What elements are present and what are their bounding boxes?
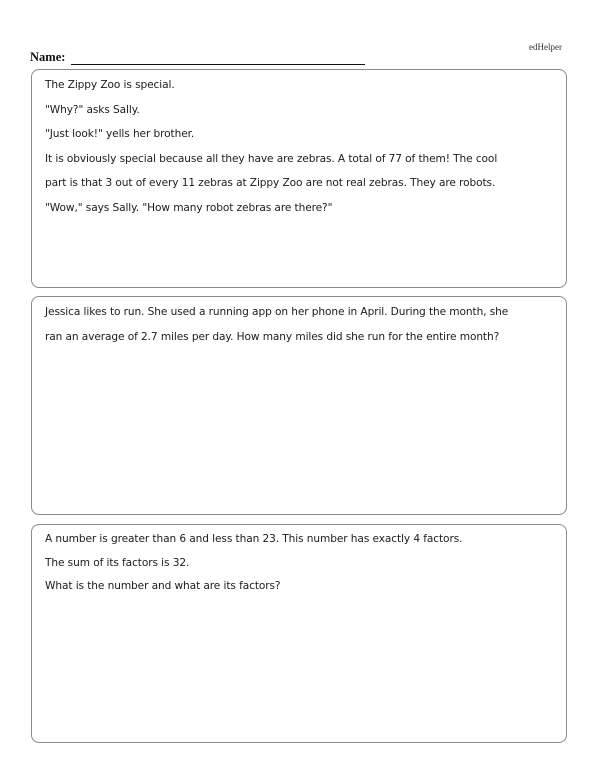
- problem-box-1: [31, 69, 567, 288]
- problem-1-line: "Why?" asks Sally.: [45, 103, 140, 116]
- problem-3-line: The sum of its factors is 32.: [45, 556, 190, 569]
- problem-1-line: "Wow," says Sally. "How many robot zebras are there?": [45, 201, 333, 214]
- name-row: [30, 50, 365, 65]
- problem-box-2: [31, 296, 567, 515]
- problem-1-line: "Just look!" yells her brother.: [45, 128, 195, 141]
- problem-box-3: [31, 524, 567, 743]
- problem-3-line: What is the number and what are its factors?: [45, 580, 281, 593]
- problem-1-line: It is obviously special because all they have are zebras. A total of 77 of them! The cool: [45, 152, 498, 165]
- brand-label: edHelper: [529, 42, 562, 52]
- problem-3-line: A number is greater than 6 and less than 23. This number has exactly 4 factors.: [45, 533, 463, 545]
- problem-1-line: part is that 3 out of every 11 zebras at Zippy Zoo are not real zebras. They are robots.: [45, 177, 496, 190]
- name-label: Name:: [30, 50, 66, 64]
- problem-1-line: The Zippy Zoo is special.: [45, 79, 175, 91]
- problem-2-line: ran an average of 2.7 miles per day. How many miles did she run for the entire month?: [45, 330, 500, 343]
- name-answer-line[interactable]: [71, 52, 365, 65]
- problem-2-line: Jessica likes to run. She used a running app on her phone in April. During the month, she: [45, 306, 509, 318]
